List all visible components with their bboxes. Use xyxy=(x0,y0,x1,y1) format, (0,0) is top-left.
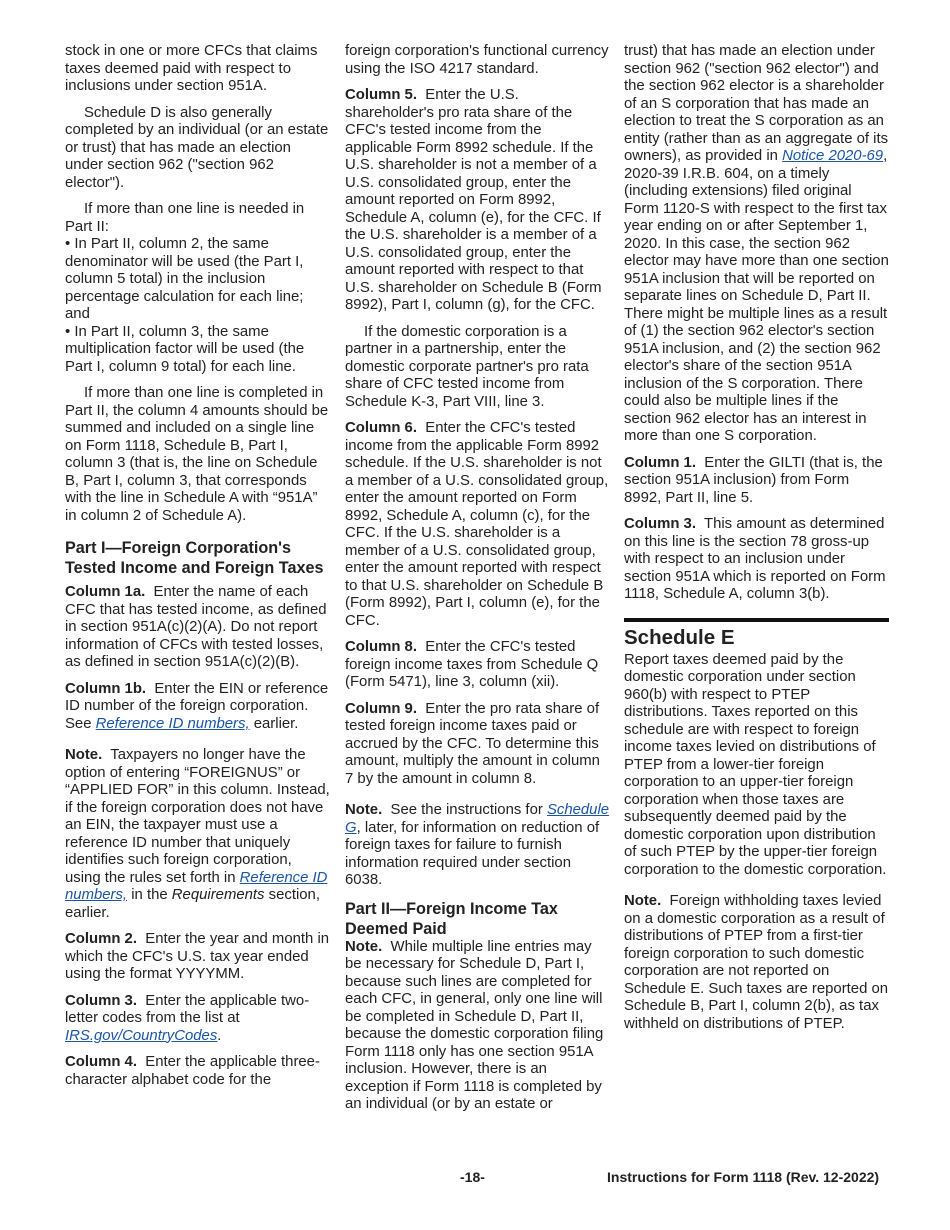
paragraph: trust) that has made an election under section 962 ("section 962 elector") and the section 962 elector is a shareholder of an S corporation that has made an election to treat the S corporation as an entity (rather than as an aggregate of its owners), as provided in Notice 2020-69, 2020-39 I.R.B. 604, on a timely (including extensions) filed original Form 1120-S with respect to the first tax year ending on or after September 1, 2020. In this case, the section 962 elector may have more than one section 951A inclusion that will be reported on separate lines on Schedule D, Part II. There might be multiple lines as a result of (1) the section 962 elector's section 951A inclusion, and (2) the section 962 elector's share of the section 951A inclusion of the S corporation. There could also be multiple lines if the section 962 elector has an interest in more than one S corporation. xyxy=(624,43,889,444)
term-label: Column 3. xyxy=(624,516,696,532)
term-label: Column 1. xyxy=(624,454,696,471)
bullet-icon: • xyxy=(65,236,71,252)
section-heading: Part I—Foreign Corporation's Tested Income and Foreign Taxes xyxy=(65,539,324,577)
note-paragraph: Note. Foreign withholding taxes levied on a domestic corporation as a result of distributions of PTEP from a first-tier foreign corporation to such domestic corporation are not reported on Schedule E. Such taxes are reported on Schedule B, Part I, column 2(b), as tax withheld on distributions of PTEP. xyxy=(624,893,889,1032)
term-label: Column 1a. xyxy=(65,584,146,600)
paragraph: If more than one line is needed in Part II: xyxy=(65,201,305,235)
paragraph: foreign corporation's functional currency using the ISO 4217 standard. xyxy=(345,43,609,77)
paragraph: If the domestic corporation is a partner in a partnership, enter the domestic corporate partner's pro rata share of CFC tested income from Schedule K-3, Part VIII, line 3. xyxy=(345,323,589,410)
term-label: Column 8. xyxy=(345,639,417,655)
bullet-icon: • xyxy=(65,323,71,340)
paragraph: Column 4. Enter the applicable three-character alphabet code for the xyxy=(65,1054,320,1088)
reference-id-link[interactable]: Reference ID numbers, xyxy=(95,715,250,732)
list-item: • In Part II, column 2, the same denominator will be used (the Part I, column 5 total) in the inclusion percentage calculation for each line; and xyxy=(65,236,304,322)
paragraph: Column 1a. Enter the name of each CFC that has tested income, as defined in section 951A(c)(2)(A). Do not report information of CFCs with tested losses, as defined in section 951A(c)(2)(B). xyxy=(65,584,327,670)
paragraph: Column 6. Enter the CFC's tested income from the applicable Form 8992 schedule. If the U.S. shareholder is not a member of a U.S. consolidated group, enter the amount reported on Form 8992, Schedule A, column (c), for the CFC. If the U.S. shareholder is a member of a U.S. consolidated group, enter the amount reported with respect to that U.S. shareholder on Schedule B (Form 8992), Part I, column (e), for the CFC. xyxy=(345,420,609,629)
term-label: Column 9. xyxy=(345,700,417,717)
paragraph: Column 3. Enter the applicable two-letter codes from the list at IRS.gov/CountryCodes. xyxy=(65,992,310,1044)
paragraph: Schedule D is also generally completed by an individual (or an estate or trust) that has made an election under section 962 ("section 962 elector"). xyxy=(65,104,329,191)
column-right xyxy=(624,43,889,1042)
schedule-e-heading: Schedule E xyxy=(624,625,735,649)
column-middle xyxy=(345,43,610,1123)
paragraph: Column 1b. Enter the EIN or reference ID number of the foreign corporation. See Reference ID numbers, earlier. xyxy=(65,680,329,732)
page-number: -18- xyxy=(460,1169,485,1185)
section-divider xyxy=(624,618,889,622)
notice-2020-69-link[interactable]: Notice 2020-69 xyxy=(782,148,884,164)
note-paragraph: Note. While multiple line entries may be necessary for Schedule D, Part I, because such lines are completed for each CFC, in general, only one line will be completed in Schedule D, Part II, because the domestic corporation filing Form 1118 only has one section 951A inclusion. However, there is an exception if Form 1118 is completed by an individual (or by an estate or xyxy=(345,938,604,1112)
list-item: • In Part II, column 3, the same multiplication factor will be used (the Part I, column 9 total) for each line. xyxy=(65,323,305,375)
reference-id-link[interactable]: Reference ID numbers, xyxy=(65,869,328,903)
column-left xyxy=(65,43,330,1098)
paragraph: stock in one or more CFCs that claims taxes deemed paid with respect to inclusions under section 951A. xyxy=(65,43,318,94)
term-label: Column 1b. xyxy=(65,680,147,697)
paragraph: Column 5. Enter the U.S. shareholder's pro rata share of the CFC's tested income from the applicable Form 8992 schedule. If the U.S. shareholder is not a member of a U.S. consolidated group, enter the amount reported on Form 8992, Schedule A, column (e), for the CFC. If the U.S. shareholder is a member of a U.S. consolidated group, enter the amount reported with respect to that U.S. shareholder on Schedule B (Form 8992), Part I, column (g), for the CFC. xyxy=(345,87,602,313)
term-label: Column 4. xyxy=(65,1054,137,1070)
note-label: Note. xyxy=(345,938,383,955)
note-label: Note. xyxy=(345,802,383,818)
schedule-g-link[interactable]: Schedule G xyxy=(345,802,610,836)
paragraph: Column 1. Enter the GILTI (that is, the section 951A inclusion) from Form 8992, Part II, line 5. xyxy=(624,454,883,506)
term-label: Column 2. xyxy=(65,931,137,947)
paragraph: Column 2. Enter the year and month in which the CFC's U.S. tax year ended using the format YYYYMM. xyxy=(65,931,330,982)
note-label: Note. xyxy=(65,747,103,763)
term-label: Column 3. xyxy=(65,992,137,1009)
section-heading: Part II—Foreign Income Tax Deemed Paid xyxy=(345,899,558,938)
note-paragraph: Note. See the instructions for Schedule G, later, for information on reduction of foreign taxes for failure to furnish information required under section 6038. xyxy=(345,802,610,888)
paragraph: Column 8. Enter the CFC's tested foreign income taxes from Schedule Q (Form 5471), line 3, column (xii). xyxy=(345,639,599,690)
note-label: Note. xyxy=(624,893,662,909)
paragraph: If more than one line is completed in Part II, the column 4 amounts should be summed and included on a single line on Form 1118, Schedule B, Part I, column 3 (that is, the line on Schedule B, Part I, column 3, that corresponds with the line in Schedule A with “951A” in column 2 of Schedule A). xyxy=(65,385,329,524)
paragraph: Column 3. This amount as determined on this line is the section 78 gross-up with respect to an inclusion under section 951A which is reported on Form 1118, Schedule A, column 3(b). xyxy=(624,516,886,602)
note-paragraph: Note. Taxpayers no longer have the option of entering “FOREIGNUS” or “APPLIED FOR” in this column. Instead, if the foreign corporation does not have an EIN, the taxpayer must use a reference ID number that uniquely identifies such foreign corporation, using the rules set forth in Reference ID numbers, in the Requirements section, earlier. xyxy=(65,747,330,921)
term-label: Column 5. xyxy=(345,87,417,103)
paragraph: Column 9. Enter the pro rata share of tested foreign income taxes paid or accrued by the CFC. To determine this amount, multiply the amount in column 7 by the amount in column 8. xyxy=(345,700,600,787)
term-label: Column 6. xyxy=(345,420,417,436)
country-codes-link[interactable]: IRS.gov/CountryCodes xyxy=(65,1027,218,1044)
paragraph: Report taxes deemed paid by the domestic corporation under section 960(b) with respect to PTEP distributions. Taxes reported on this schedule are with respect to foreign income taxes levied on distributions of PTEP from a lower-tier foreign corporation to an upper-tier foreign corporation when those taxes are subsequently deemed paid by the domestic corporation upon distribution of such PTEP by the upper-tier foreign corporation to the domestic corporation. xyxy=(624,651,887,878)
form-title: Instructions for Form 1118 (Rev. 12-2022) xyxy=(607,1169,880,1185)
